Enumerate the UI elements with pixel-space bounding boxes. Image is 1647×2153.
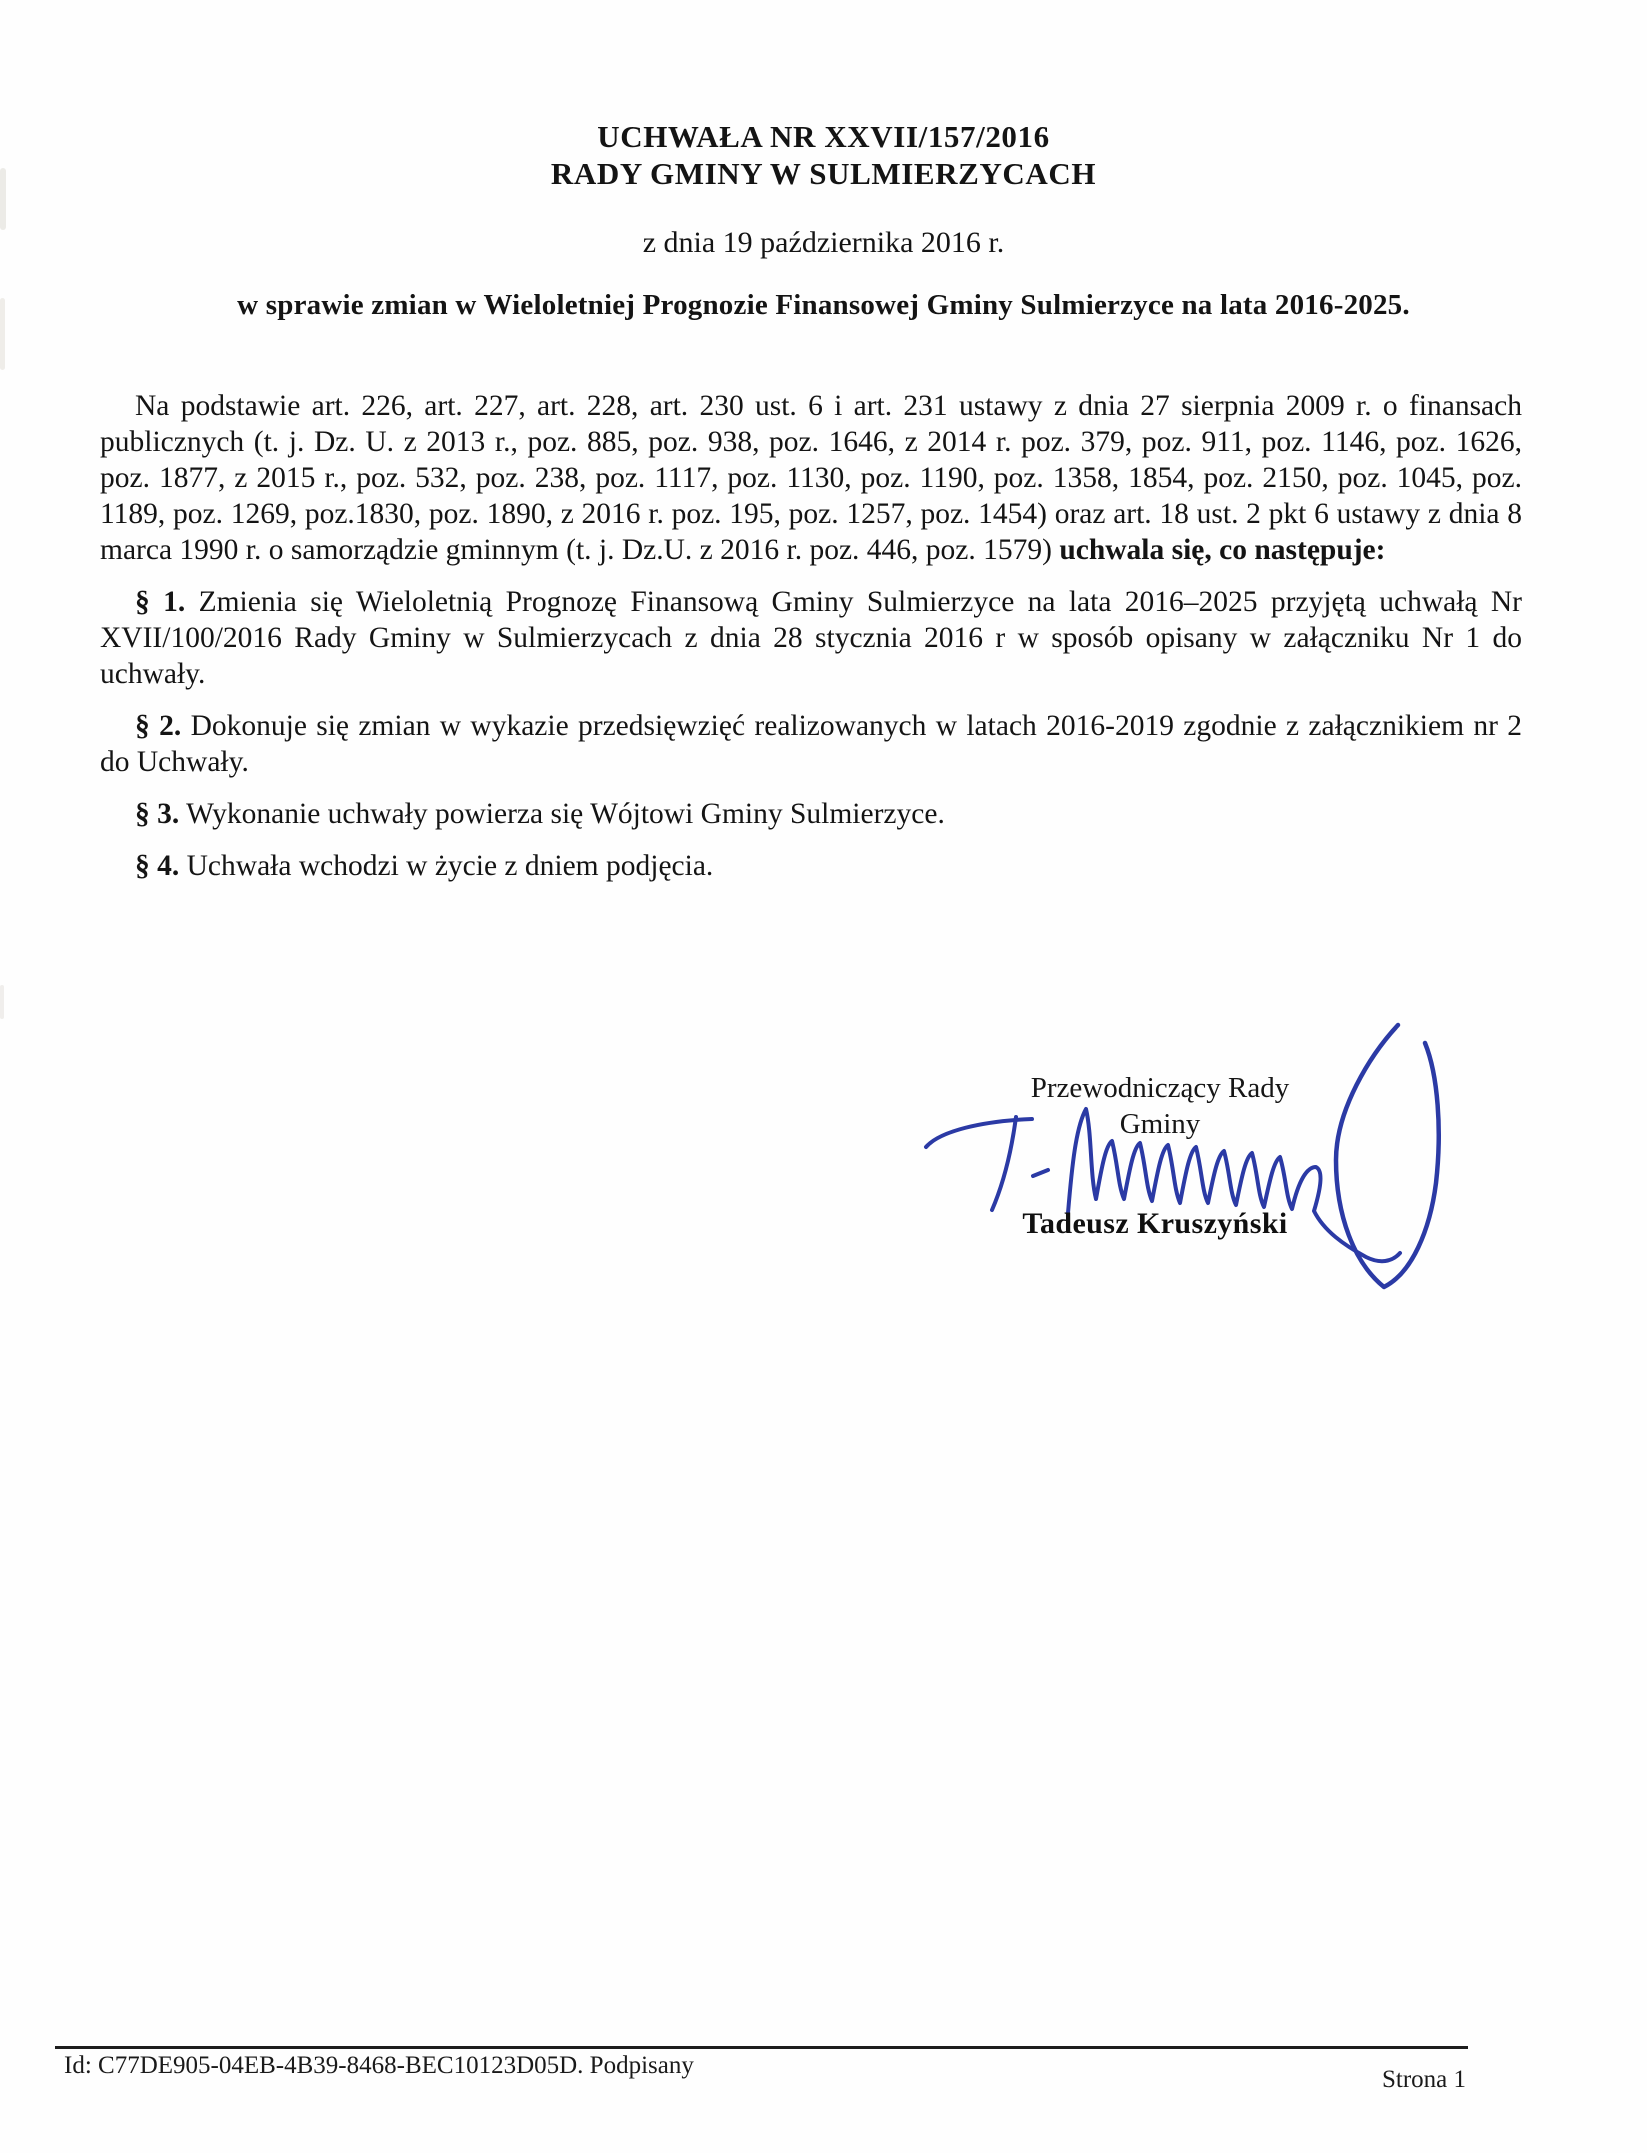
preamble-paragraph: [100, 388, 1522, 568]
preamble-text: Na podstawie art. 226, art. 227, art. 228, art. 230 ust. 6 i art. 231 ustawy z dnia 27 sierpnia 2009 r. o finansach publicznych (t. j. Dz. U. z 2013 r., poz. 885, poz. 938, poz. 1646, z 2014 r. poz. 379, poz. 911, poz. 1146, poz. 1626, poz. 1877, z 2015 r., poz. 532, poz. 238, poz. 1117, poz. 1130, poz. 1190, poz. 1358, 1854, poz. 2150, poz. 1045, poz. 1189, poz. 1269, poz.1830, poz. 1890, z 2016 r. poz. 195, poz. 1257, poz. 1454) oraz art. 18 ust. 2 pkt 6 ustawy z dnia 8 marca 1990 r. o samorządzie gminnym (t. j. Dz.U. z 2016 r. poz. 446, poz. 1579): [100, 390, 1522, 566]
scan-edge-artifact: [0, 985, 4, 1019]
section-text: Dokonuje się zmian w wykazie przedsięwzięć realizowanych w latach 2016-2019 zgodnie z załącznikiem nr 2 do Uchwały.: [100, 710, 1523, 778]
footer-document-id: Id: C77DE905-04EB-4B39-8468-BEC10123D05D. Podpisany: [64, 2052, 694, 2079]
document-body: [100, 388, 1522, 884]
footer-page-number: Strona 1: [1381, 2066, 1466, 2093]
section-text: Uchwała wchodzi w życie z dniem podjęcia.: [186, 850, 714, 882]
section-text: Zmienia się Wieloletnią Prognozę Finansową Gminy Sulmierzyce na lata 2016–2025 przyjętą uchwałą Nr XVII/100/2016 Rady Gminy w Sulmierzycach z dnia 28 stycznia 2016 r w sposób opisany w załączniku Nr 1 do uchwały.: [100, 586, 1523, 690]
section-paragraph-3: [100, 796, 1522, 832]
signatory-role-line1: Przewodniczący Rady: [1030, 1072, 1290, 1104]
section-marker: § 2.: [135, 710, 182, 742]
resolution-subject: w sprawie zmian w Wieloletniej Prognozie Finansowej Gminy Sulmierzyce na lata 2016-2025.: [237, 289, 1410, 321]
section-marker: § 1.: [135, 586, 186, 618]
footer-divider: [55, 2046, 1468, 2049]
preamble-bold-tail: uchwala się, co następuje:: [1059, 534, 1386, 566]
signature-dash-stroke: [1033, 1170, 1048, 1176]
resolution-date: z dnia 19 października 2016 r.: [642, 226, 1005, 259]
signature-block: [920, 1015, 1465, 1310]
section-paragraph-1: [100, 584, 1522, 692]
resolution-number-title: UCHWAŁA NR XXVII/157/2016: [597, 119, 1050, 154]
council-name-title: RADY GMINY W SULMIERZYCACH: [550, 156, 1097, 191]
section-marker: § 3.: [135, 798, 180, 830]
signatory-role-line2: Gminy: [1119, 1108, 1201, 1140]
document-header: [0, 118, 1647, 322]
handwritten-signature-ink: [920, 1015, 1465, 1310]
signatory-name: Tadeusz Kruszyński: [1022, 1207, 1288, 1240]
section-paragraph-4: [100, 848, 1522, 884]
section-text: Wykonanie uchwały powierza się Wójtowi Gminy Sulmierzyce.: [186, 798, 945, 830]
section-paragraph-2: [100, 708, 1522, 780]
signatory-role: [1005, 1070, 1315, 1142]
section-marker: § 4.: [135, 850, 180, 882]
